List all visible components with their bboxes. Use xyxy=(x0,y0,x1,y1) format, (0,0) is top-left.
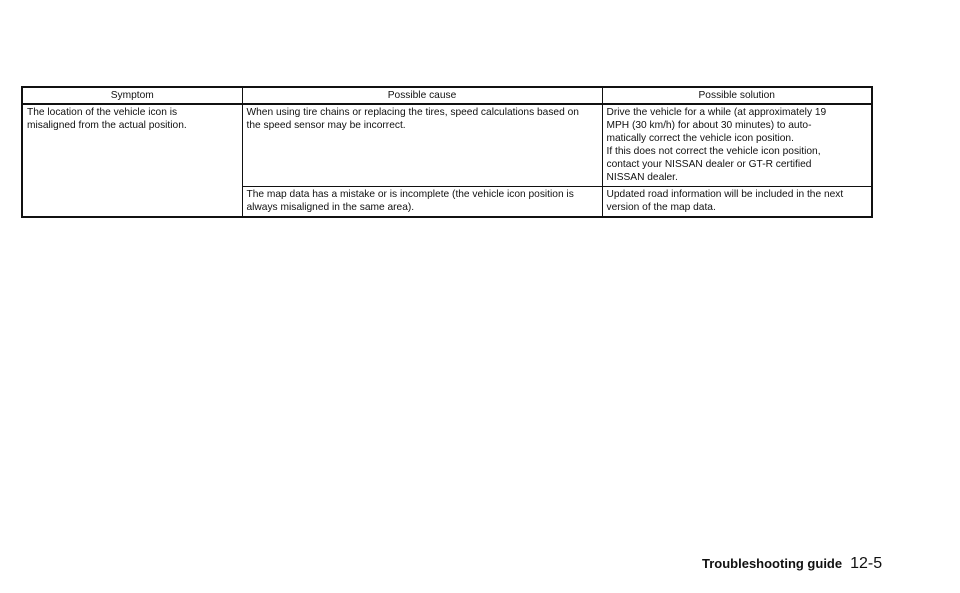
header-possible-solution: Possible solution xyxy=(602,87,872,104)
header-possible-cause: Possible cause xyxy=(242,87,602,104)
table-header xyxy=(22,87,872,104)
header-symptom: Symptom xyxy=(22,87,242,104)
symptom-cell: The location of the vehicle icon is misaligned from the actual position. xyxy=(22,104,242,217)
solution-cell: Drive the vehicle for a while (at approximately 19 MPH (30 km/h) for about 30 minutes) to auto- matically correct the vehicle icon position. If this does not correct the vehicle icon position, contact your NISSAN dealer or GT-R certified NISSAN dealer. xyxy=(602,104,872,187)
troubleshooting-table xyxy=(21,86,873,218)
page-number: 12-5 xyxy=(850,555,883,572)
cause-cell: When using tire chains or replacing the tires, speed calculations based on the speed sensor may be incorrect. xyxy=(242,104,602,187)
cause-cell: The map data has a mistake or is incomplete (the vehicle icon position is always misaligned in the same area). xyxy=(242,187,602,218)
table-row xyxy=(22,104,872,187)
page-footer xyxy=(702,555,882,573)
solution-cell: Updated road information will be included in the next version of the map data. xyxy=(602,187,872,218)
section-title: Troubleshooting guide xyxy=(702,556,843,571)
header-row xyxy=(22,87,872,104)
table-body xyxy=(22,104,872,217)
